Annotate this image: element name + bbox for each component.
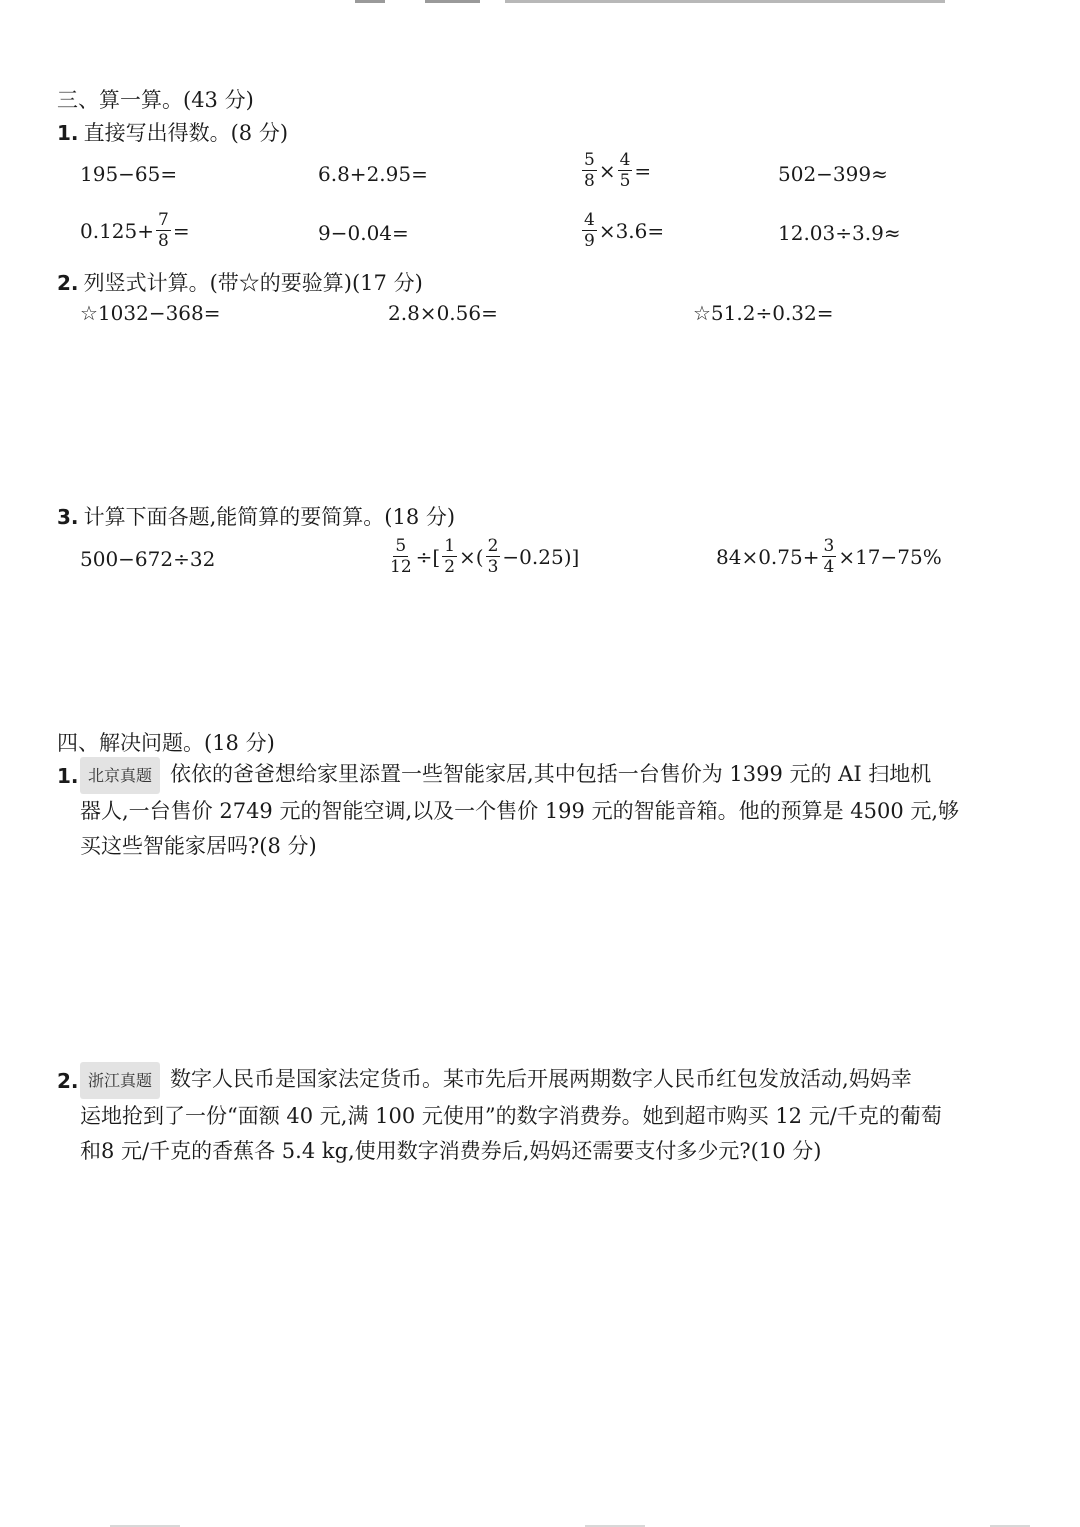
text-line: 买这些智能家居吗?(8 分) [80, 834, 317, 858]
top-edge-bar [505, 0, 945, 3]
oral-calc-item: $\frac{5}{8}$ × $\frac{4}{5}$ = [584, 150, 652, 191]
top-edge-bar [355, 0, 385, 3]
oral-calc-item: 0.125+ $\frac{7}{8}$ = [80, 210, 190, 251]
fraction: $\frac{4}{9}$ [584, 210, 595, 251]
oral-calc-item: 502−399≈ [778, 162, 888, 186]
fraction: $\frac{3}{4}$ [823, 536, 835, 577]
fraction: $\frac{5}{8}$ [584, 150, 595, 191]
text-line: 北京真题 依依的爸爸想给家里添置一些智能家居,其中包括一台售价为 1399 元的 AI 扫地机 [80, 757, 959, 794]
oral-calc-item: 12.03÷3.9≈ [778, 221, 901, 245]
question-number: 1. [57, 121, 79, 145]
fraction: $\frac{4}{5}$ [619, 150, 631, 191]
fraction: $\frac{2}{3}$ [487, 536, 499, 577]
text-line: 和8 元/千克的香蕉各 5.4 kg,使用数字消费券后,妈妈还需要支付多少元?(10 分) [80, 1139, 822, 1163]
source-tag: 浙江真题 [80, 1062, 160, 1099]
fraction: $\frac{5}{12}$ [390, 536, 412, 577]
oral-calc-item: $\frac{4}{9}$ ×3.6= [584, 210, 665, 251]
oral-calc-item: 195−65= [80, 162, 178, 186]
compute-item: $\frac{5}{12}$ ÷[ $\frac{1}{2}$ ×( $\frac{2}{3}$ −0.25)] [390, 536, 580, 577]
compute-item: 500−672÷32 [80, 547, 216, 571]
fraction: $\frac{1}{2}$ [444, 536, 456, 577]
question-1-header [57, 117, 288, 147]
top-edge-bar [425, 0, 480, 3]
problem-1-text [80, 757, 959, 864]
compute-item: 84×0.75+ $\frac{3}{4}$ ×17−75% [716, 536, 942, 577]
text-line: 运地抢到了一份“面额 40 元,满 100 元使用”的数字消费券。她到超市购买 12 元/千克的葡萄 [80, 1104, 942, 1128]
vertical-calc-item: ☆1032−368= [80, 301, 221, 325]
section-4-title: 四、解决问题。(18 分) [57, 731, 275, 755]
question-text: 直接写出得数。(8 分) [83, 121, 289, 145]
section-3-title: 三、算一算。(43 分) [57, 88, 254, 112]
oral-calc-item: 9−0.04= [318, 221, 409, 245]
question-2-header [57, 267, 423, 297]
text-line: 浙江真题 数字人民币是国家法定货币。某市先后开展两期数字人民币红包发放活动,妈妈幸 [80, 1062, 942, 1099]
text-line: 器人,一台售价 2749 元的智能空调,以及一个售价 199 元的智能音箱。他的预算是 4500 元,够 [80, 799, 960, 823]
question-text: 列竖式计算。(带☆的要验算)(17 分) [83, 271, 423, 295]
problem-1-number: 1. [57, 764, 79, 788]
problem-2-text [80, 1062, 942, 1169]
question-3-header [57, 501, 455, 531]
vertical-calc-item: ☆51.2÷0.32= [693, 301, 834, 325]
question-number: 2. [57, 271, 79, 295]
question-number: 3. [57, 505, 79, 529]
question-text: 计算下面各题,能简算的要简算。(18 分) [83, 505, 456, 529]
fraction: $\frac{7}{8}$ [158, 210, 169, 251]
vertical-calc-item: 2.8×0.56= [388, 301, 498, 325]
oral-calc-item: 6.8+2.95= [318, 162, 428, 186]
problem-2-number: 2. [57, 1069, 79, 1093]
source-tag: 北京真题 [80, 757, 160, 794]
